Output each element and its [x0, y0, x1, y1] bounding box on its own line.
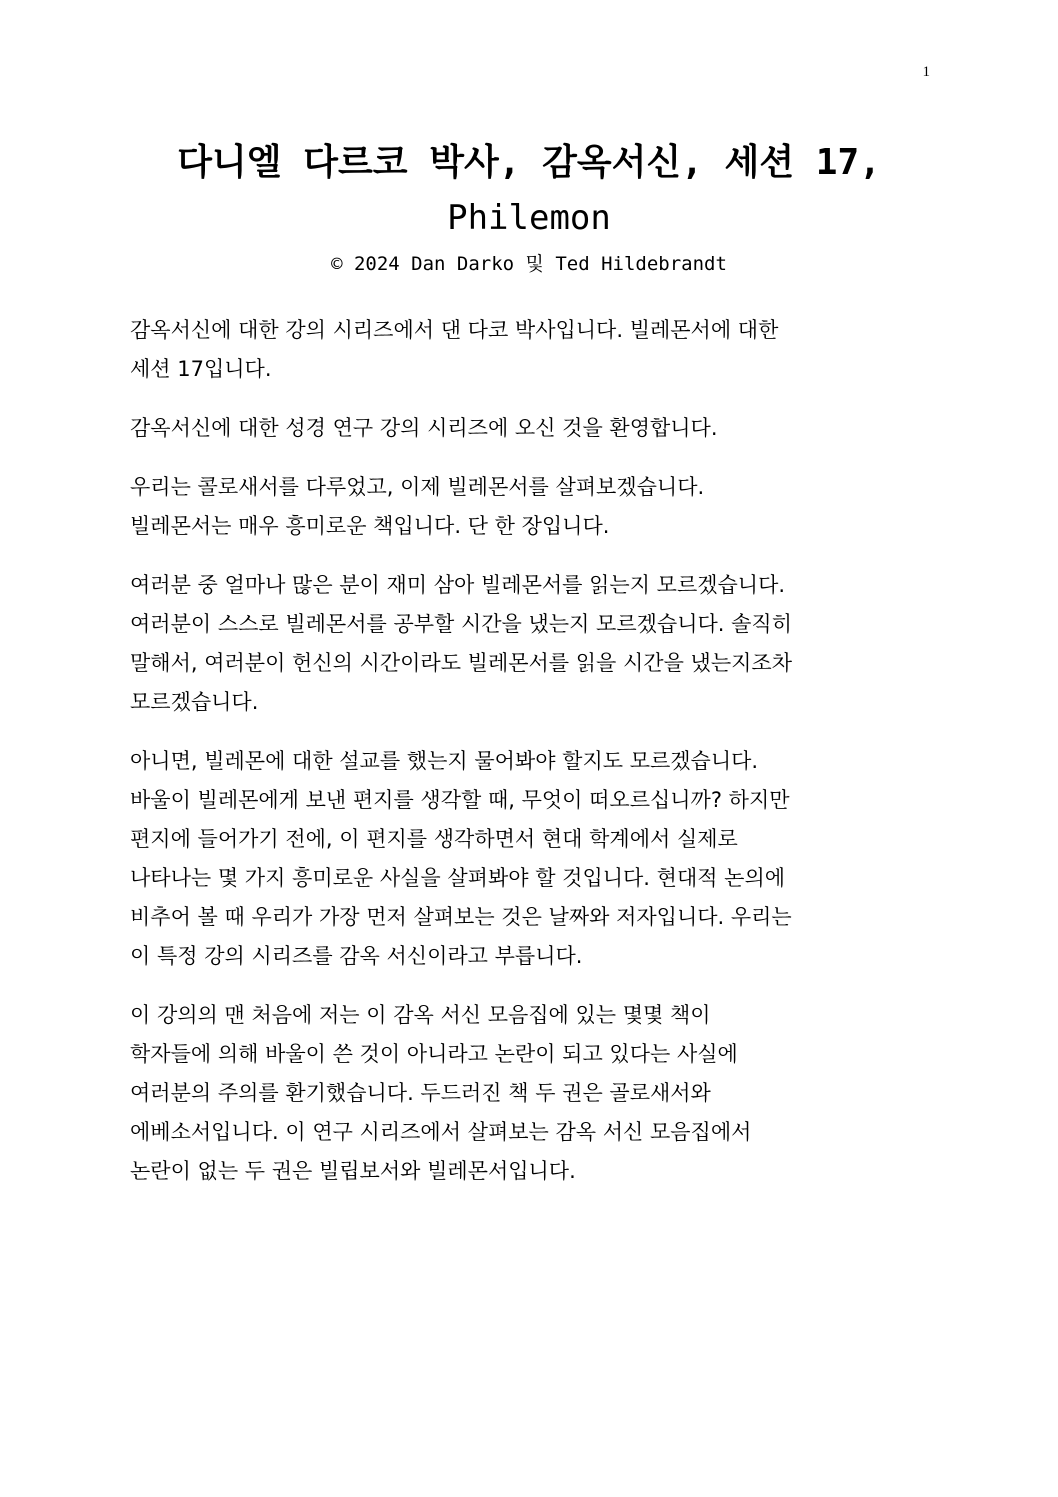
paragraph-line: 나타나는 몇 가지 흥미로운 사실을 살펴봐야 할 것입니다. 현대적 논의에: [130, 866, 786, 890]
paragraph-line: 비추어 볼 때 우리가 가장 먼저 살펴보는 것은 날짜와 저자입니다. 우리는: [130, 905, 792, 929]
paragraph-line: 여러분 중 얼마나 많은 분이 재미 삼아 빌레몬서를 읽는지 모르겠습니다.: [130, 573, 786, 597]
copyright-line: © 2024 Dan Darko 및 Ted Hildebrandt: [331, 253, 727, 275]
paragraph-line: 바울이 빌레몬에게 보낸 편지를 생각할 때, 무엇이 떠오르십니까? 하지만: [130, 788, 790, 812]
paragraph-2: [130, 409, 960, 448]
paragraph-line: 세션 17입니다.: [130, 357, 272, 381]
paragraph-3: [130, 468, 960, 546]
paragraph-5: [130, 742, 960, 976]
page-number: 1: [922, 64, 930, 80]
paragraph-line: 여러분의 주의를 환기했습니다. 두드러진 책 두 권은 골로새서와: [130, 1081, 711, 1105]
paragraph-line: 말해서, 여러분이 헌신의 시간이라도 빌레몬서를 읽을 시간을 냈는지조차: [130, 651, 792, 675]
paragraph-line: 우리는 콜로새서를 다루었고, 이제 빌레몬서를 살펴보겠습니다.: [130, 475, 705, 499]
document-body: [130, 311, 960, 1211]
document-title: [100, 136, 958, 246]
paragraph-line: 학자들에 의해 바울이 쓴 것이 아니라고 논란이 되고 있다는 사실에: [130, 1042, 738, 1066]
paragraph-line: 빌레몬서는 매우 흥미로운 책입니다. 단 한 장입니다.: [130, 514, 610, 538]
paragraph-line: 감옥서신에 대한 성경 연구 강의 시리즈에 오신 것을 환영합니다.: [130, 416, 718, 440]
paragraph-6: [130, 996, 960, 1191]
paragraph-line: 이 특정 강의 시리즈를 감옥 서신이라고 부릅니다.: [130, 944, 583, 968]
paragraph-line: 편지에 들어가기 전에, 이 편지를 생각하면서 현대 학계에서 실제로: [130, 827, 738, 851]
paragraph-line: 감옥서신에 대한 강의 시리즈에서 댄 다코 박사입니다. 빌레몬서에 대한: [130, 318, 779, 342]
paragraph-line: 아니면, 빌레몬에 대한 설교를 했는지 물어봐야 할지도 모르겠습니다.: [130, 749, 759, 773]
paragraph-1: [130, 311, 960, 389]
paragraph-line: 이 강의의 맨 처음에 저는 이 감옥 서신 모음집에 있는 몇몇 책이: [130, 1003, 711, 1027]
paragraph-line: 논란이 없는 두 권은 빌립보서와 빌레몬서입니다.: [130, 1159, 576, 1183]
title-line-1: 다니엘 다르코 박사, 감옥서신, 세션 17,: [177, 142, 881, 183]
paragraph-line: 모르겠습니다.: [130, 690, 259, 714]
paragraph-line: 에베소서입니다. 이 연구 시리즈에서 살펴보는 감옥 서신 모음집에서: [130, 1120, 752, 1144]
paragraph-4: [130, 566, 960, 722]
paragraph-line: 여러분이 스스로 빌레몬서를 공부할 시간을 냈는지 모르겠습니다. 솔직히: [130, 612, 792, 636]
title-line-2: Philemon: [447, 198, 611, 238]
